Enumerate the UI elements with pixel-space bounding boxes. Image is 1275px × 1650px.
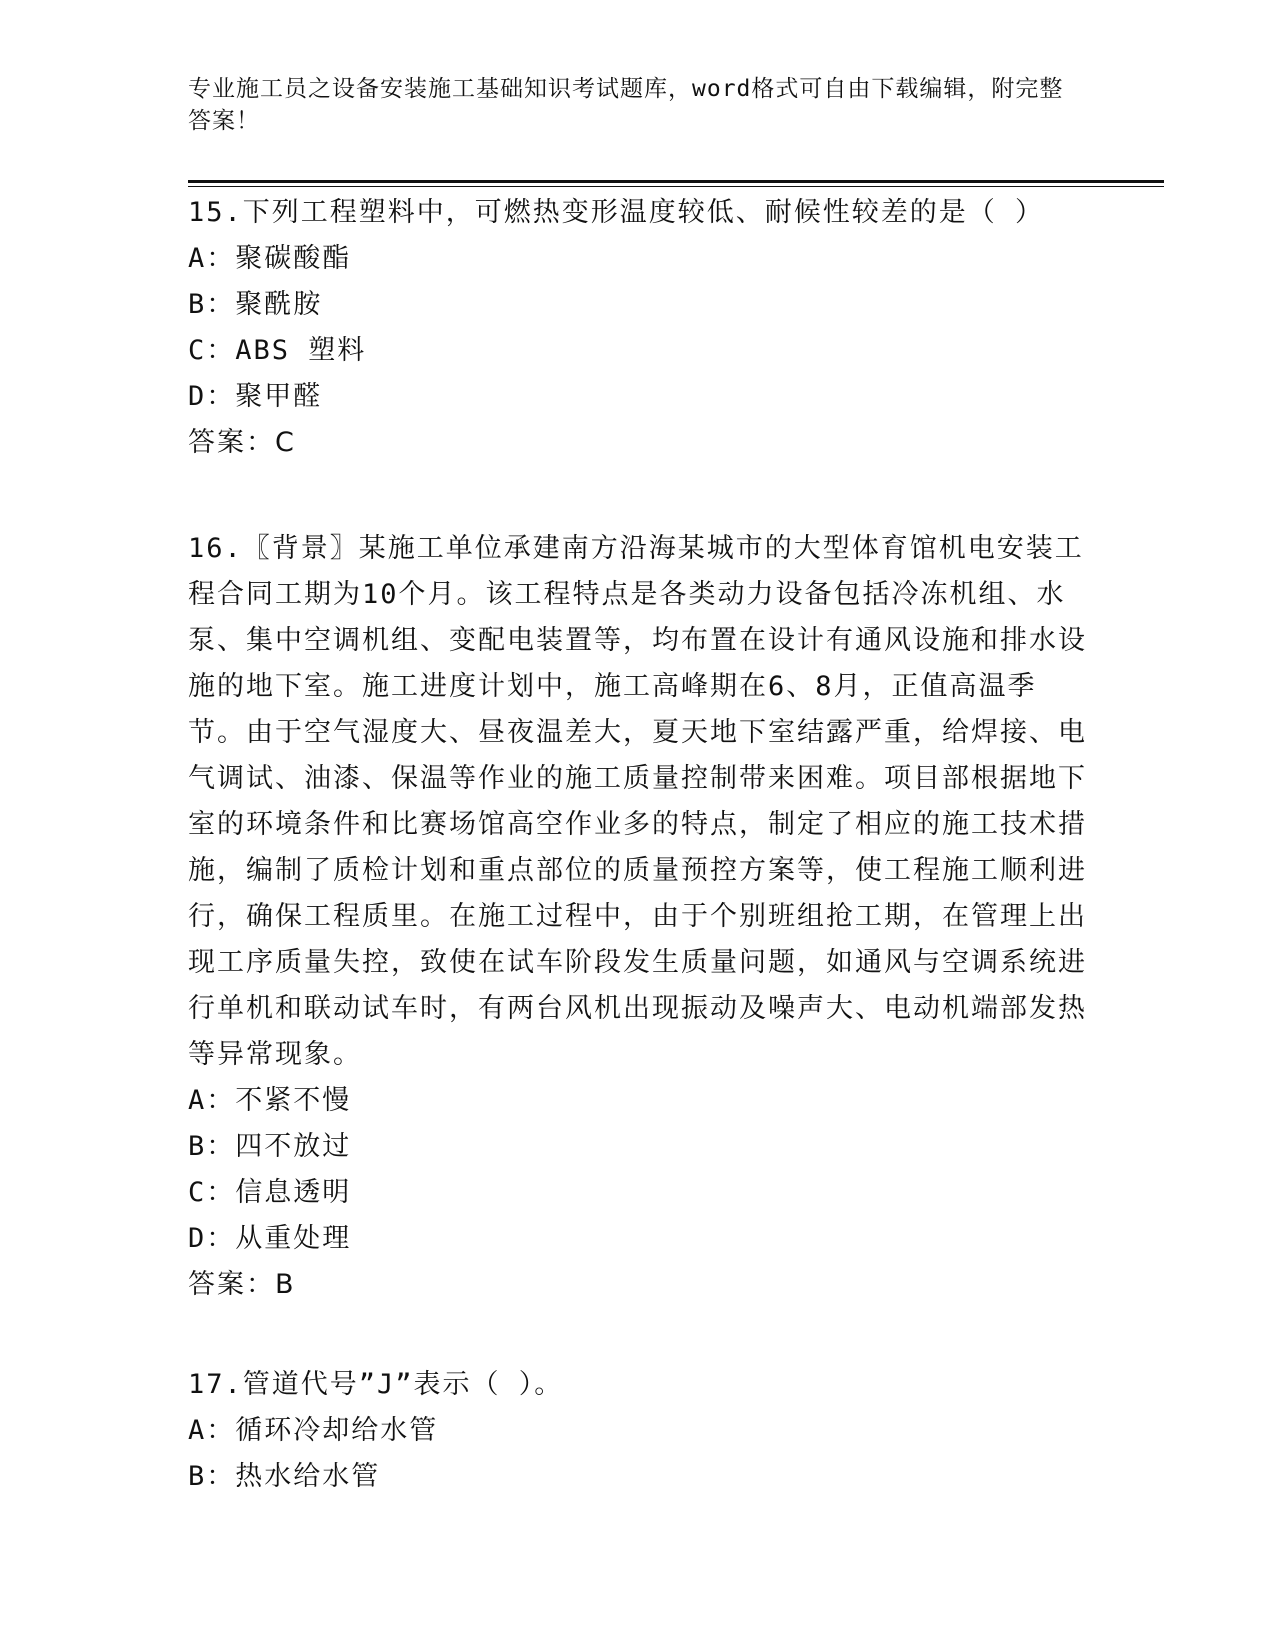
- header-rule-thick: [188, 180, 1164, 183]
- question-stem: 15.下列工程塑料中，可燃热变形温度较低、耐候性较差的是（ ）: [188, 197, 1045, 228]
- option-a: A：循环冷却给水管: [188, 1415, 439, 1446]
- answer: 答案：C: [188, 427, 296, 458]
- option-b: B：聚酰胺: [188, 289, 323, 320]
- question-stem: 16.〖背景〗某施工单位承建南方沿海某城市的大型体育馆机电安装工程合同工期为10个月。该工程特点是各类动力设备包括冷冻机组、水泵、集中空调机组、变配电装置等，均布置在设计有通风设施和排水设施的地下室。施工进度计划中，施工高峰期在6、8月，正值高温季节。由于空气湿度大、昼夜温差大，夏天地下室结露严重，给焊接、电气调试、油漆、保温等作业的施工质量控制带来困难。项目部根据地下室的环境条件和比赛场馆高空作业多的特点，制定了相应的施工技术措施，编制了质检计划和重点部位的质量预控方案等，使工程施工顺利进行，确保工程质里。在施工过程中，由于个别班组抢工期，在管理上出现工序质量失控，致使在试车阶段发生质量问题，如通风与空调系统进行单机和联动试车时，有两台风机出现振动及噪声大、电动机端部发热等异常现象。: [188, 533, 1087, 1070]
- option-c: C：ABS 塑料: [188, 335, 367, 366]
- option-a: A：聚碳酸酯: [188, 243, 352, 274]
- question-17: [188, 1362, 1088, 1500]
- option-c: C：信息透明: [188, 1177, 352, 1208]
- question-list: [188, 190, 1088, 1500]
- option-b: B：热水给水管: [188, 1461, 381, 1492]
- option-b: B：四不放过: [188, 1131, 352, 1162]
- document-header: [188, 73, 1068, 137]
- header-text: 专业施工员之设备安装施工基础知识考试题库，word格式可自由下载编辑，附完整答案！: [188, 76, 1064, 134]
- question-spacer: [188, 466, 1088, 526]
- question-spacer: [188, 1308, 1088, 1362]
- answer: 答案：B: [188, 1269, 296, 1300]
- header-rule-thin: [188, 186, 1164, 187]
- option-a: A：不紧不慢: [188, 1085, 352, 1116]
- option-d: D：从重处理: [188, 1223, 352, 1254]
- question-15: [188, 190, 1088, 466]
- question-16: [188, 526, 1088, 1308]
- option-d: D：聚甲醛: [188, 381, 323, 412]
- question-stem: 17.管道代号”J”表示（ ）。: [188, 1369, 564, 1400]
